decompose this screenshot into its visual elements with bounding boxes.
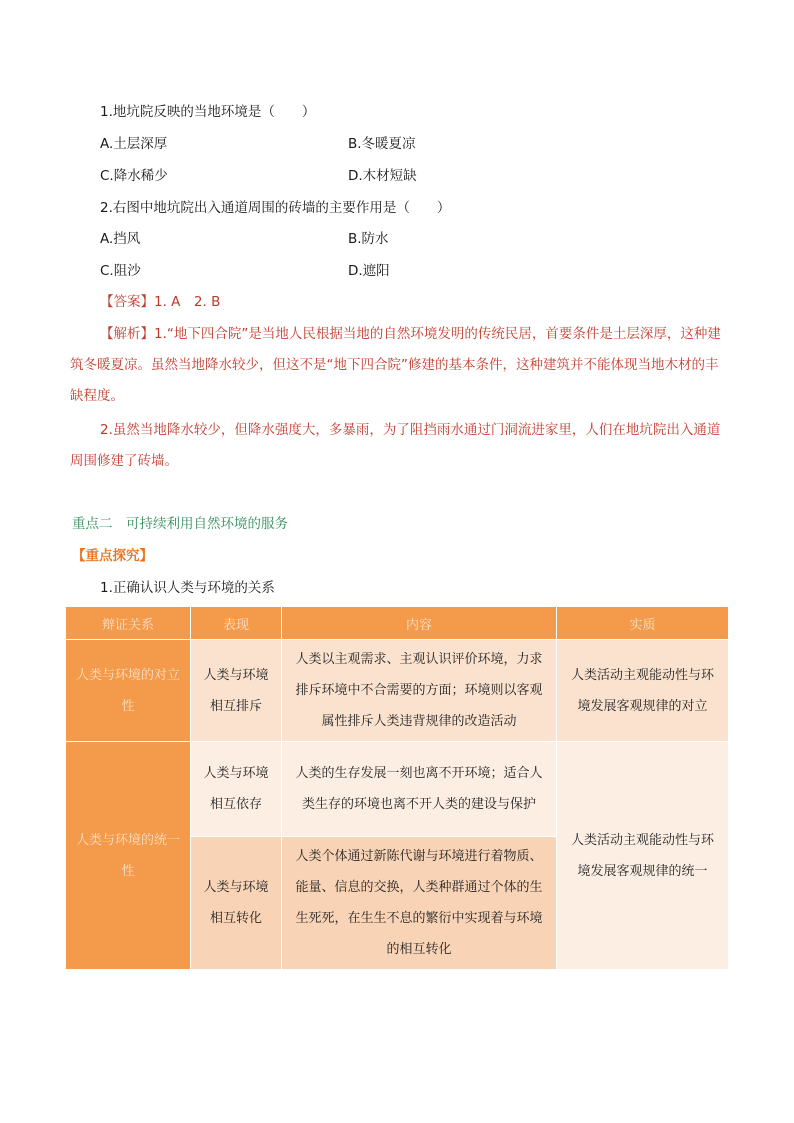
q2-option-c: C.阻沙 <box>100 263 141 279</box>
table-row <box>66 742 729 837</box>
cell-relation: 人类与环境的对立性 <box>66 640 191 742</box>
section-title: 重点二 可持续利用自然环境的服务 <box>72 516 288 532</box>
question-1-stem: 1.地坑院反映的当地环境是（ ） <box>100 104 316 120</box>
q2-option-d: D.遮阳 <box>348 263 390 279</box>
cell-manifest: 人类与环境相互依存 <box>191 742 282 837</box>
header-content: 内容 <box>282 607 557 640</box>
explore-heading: 【重点探究】 <box>72 548 153 564</box>
q1-option-c: C.降水稀少 <box>100 168 168 184</box>
cell-content: 人类个体通过新陈代谢与环境进行着物质、能量、信息的交换，人类种群通过个体的生生死死，在生生不息的繁衍中实现着与环境的相互转化 <box>282 837 557 970</box>
cell-content: 人类以主观需求、主观认识评价环境，力求排斥环境中不合需要的方面；环境则以客观属性排斥人类违背规律的改造活动 <box>282 640 557 742</box>
table-header-row <box>66 607 729 640</box>
header-manifest: 表现 <box>191 607 282 640</box>
q2-option-b: B.防水 <box>348 231 389 247</box>
answer-line <box>100 292 220 312</box>
cell-essence: 人类活动主观能动性与环境发展客观规律的对立 <box>557 640 729 742</box>
analysis-paragraph-1 <box>70 319 725 412</box>
cell-essence: 人类活动主观能动性与环境发展客观规律的统一 <box>557 742 729 970</box>
analysis-label: 【解析】 <box>100 326 154 342</box>
q1-option-b: B.冬暖夏凉 <box>348 136 416 152</box>
answer-text: 1. A 2. B <box>154 294 221 310</box>
table-row <box>66 640 729 742</box>
answer-label: 【答案】 <box>100 294 154 310</box>
header-essence: 实质 <box>557 607 729 640</box>
q1-option-d: D.木材短缺 <box>348 168 417 184</box>
relation-table <box>65 606 729 970</box>
cell-manifest: 人类与环境相互排斥 <box>191 640 282 742</box>
q2-option-a: A.挡风 <box>100 231 141 247</box>
header-relation: 辩证关系 <box>66 607 191 640</box>
question-2-stem: 2.右图中地坑院出入通道周围的砖墙的主要作用是（ ） <box>100 200 451 216</box>
cell-manifest: 人类与环境相互转化 <box>191 837 282 970</box>
cell-content: 人类的生存发展一刻也离不开环境；适合人类生存的环境也离不开人类的建设与保护 <box>282 742 557 837</box>
subheading: 1.正确认识人类与环境的关系 <box>100 580 275 596</box>
q1-option-a: A.土层深厚 <box>100 136 168 152</box>
analysis-paragraph-2: 2.虽然当地降水较少，但降水强度大，多暴雨，为了阻挡雨水通过门洞流进家里，人们在地坑院出入通道周围修建了砖墙。 <box>70 422 721 469</box>
analysis-text-1: 1.“地下四合院”是当地人民根据当地的自然环境发明的传统民居，首要条件是土层深厚，这种建筑冬暖夏凉。虽然当地降水较少，但这不是“地下四合院”修建的基本条件，这种建筑并不能体现当地木材的丰缺程度。 <box>70 326 721 404</box>
cell-relation: 人类与环境的统一性 <box>66 742 191 970</box>
